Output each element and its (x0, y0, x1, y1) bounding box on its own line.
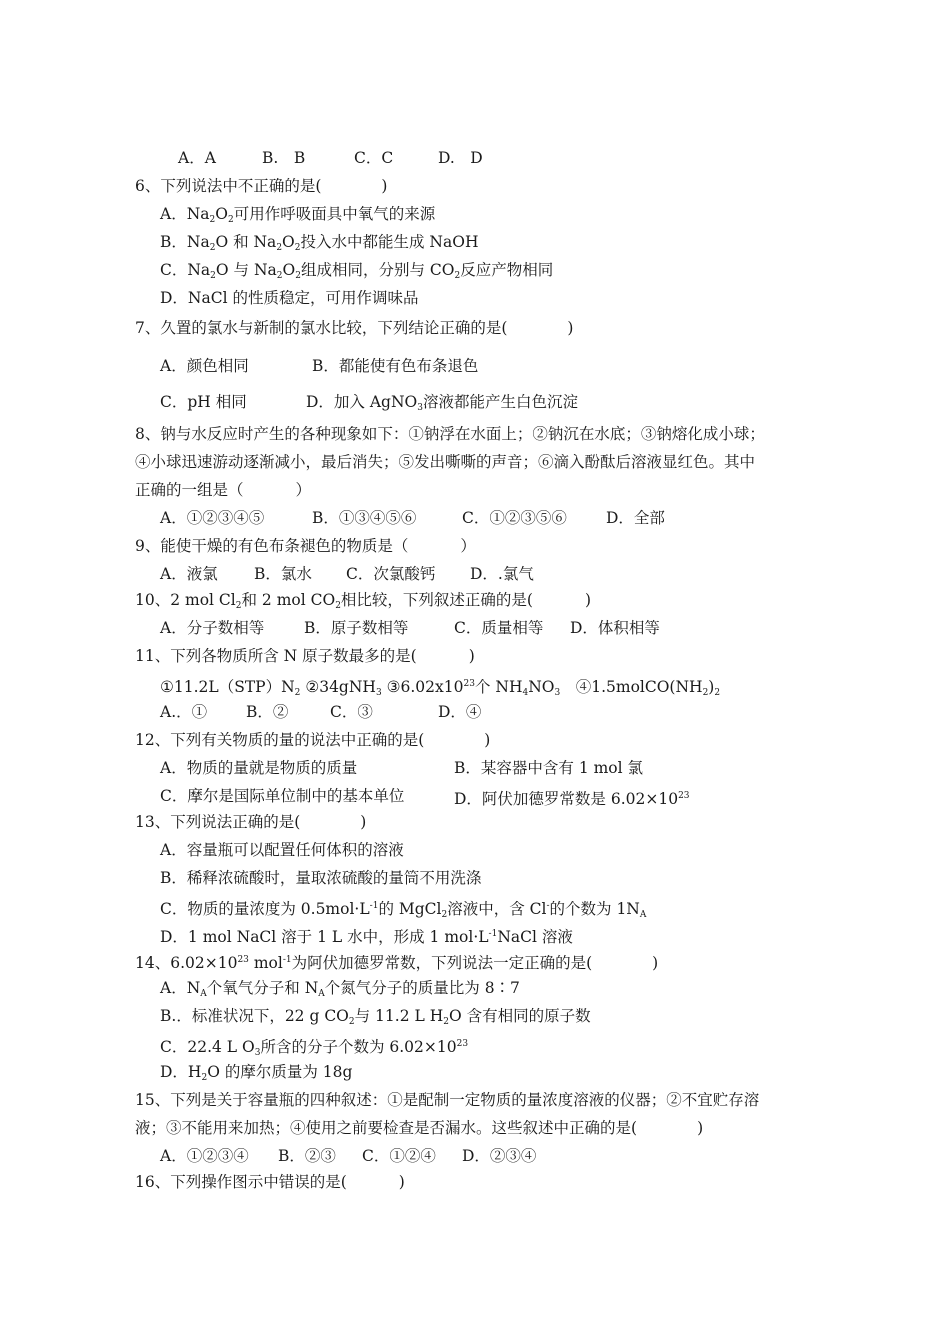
q13-option-c: C．物质的量浓度为 $0.5mol\cdot L^{-1}$的 MgCl$_2$溶液中，含 Cl-的个数为 $1N_A$ (160, 900, 647, 920)
q8-option-d: D．全部 (606, 509, 665, 527)
q6-stem: 6、下列说法中不正确的是( ) (135, 177, 388, 195)
q15-option-c: C．①②④ (362, 1147, 436, 1165)
q14-option-d: D．$H_2O$ 的摩尔质量为 18g (160, 1063, 353, 1083)
q5-option-b: B. B (262, 149, 306, 167)
q7-option-c: C．pH 相同 (160, 393, 247, 411)
q9-stem: 9、能使干燥的有色布条褪色的物质是（ ） (135, 537, 476, 555)
q11-stem: 11、下列各物质所含 N 原子数最多的是( ) (135, 647, 475, 665)
q7-option-d: D．加入 AgNO$_3$溶液都能产生白色沉淀 (306, 393, 578, 413)
q9-option-b: B．氯水 (254, 565, 312, 583)
q14-stem: 14、$6.02\times 10^{23}$ mol$^{-1}$为阿伏加德罗常数，下列说法一定正确的是( ) (135, 954, 659, 972)
q13-option-d: D．1 mol NaCl 溶于 1 L 水中，形成 1 $mol\cdot L^{-1}NaCl$ 溶液 (160, 928, 573, 946)
q11-option-c: C．③ (330, 703, 373, 721)
q9-option-c: C．次氯酸钙 (346, 565, 436, 583)
q11-option-b: B．② (246, 703, 289, 721)
q15-option-a: A．①②③④ (160, 1147, 249, 1165)
q7-option-a: A．颜色相同 (160, 357, 249, 375)
q14-option-a: A．$N_A$个氧气分子和 $N_A$个氮气分子的质量比为 8∶7 (160, 979, 520, 999)
q14-option-b: B.．标准状况下，22 g $CO_2$与 11.2 L $H_2O$ 含有相同的原子数 (160, 1007, 591, 1027)
q10-option-c: C．质量相等 (454, 619, 544, 637)
q12-option-c: C．摩尔是国际单位制中的基本单位 (160, 787, 405, 805)
q12-option-a: A．物质的量就是物质的质量 (160, 759, 358, 777)
q15-stem-line2: 液；③不能用来加热；④使用之前要检查是否漏水。这些叙述中正确的是( ) (135, 1119, 704, 1137)
q12-option-b: B．某容器中含有 1 mol 氯 (454, 759, 644, 777)
q15-stem-line1: 15、下列是关于容量瓶的四种叙述：①是配制一定物质的量浓度溶液的仪器；②不宜贮存溶 (135, 1091, 760, 1109)
q5-option-c: C．C (354, 149, 394, 167)
q13-option-b: B．稀释浓硫酸时，量取浓硫酸的量筒不用洗涤 (160, 869, 482, 887)
q11-substances: $①11.2L(STP)N_2$ ②34gNH$_3$ $③6.02x10^{23}$个 $NH_4NO_3$ $④1.5molCO(NH_2)_2$ (160, 678, 721, 698)
q6-option-b: B．$Na_2O$ 和 $Na_2O_2$投入水中都能生成 NaOH (160, 233, 479, 253)
q6-option-c: C．$Na_2O$ 与 $Na_2O_2$组成相同，分别与 $CO_2$反应产物相同 (160, 261, 554, 281)
q9-option-a: A．液氯 (160, 565, 218, 583)
q8-option-b: B．①③④⑤⑥ (312, 509, 417, 527)
q10-stem: 10、2 mol $Cl_2$和 2 mol $CO_2$相比较，下列叙述正确的是( ) (135, 591, 592, 611)
q8-option-c: C．①②③⑤⑥ (462, 509, 567, 527)
q16-stem: 16、下列操作图示中错误的是( ) (135, 1173, 405, 1191)
q7-stem: 7、久置的氯水与新制的氯水比较，下列结论正确的是( ) (135, 319, 574, 337)
q14-option-c: C．22.4 L $O_3$所含的分子个数为 $6.02\times 10^{23}$ (160, 1038, 469, 1058)
q7-option-b: B．都能使有色布条退色 (312, 357, 479, 375)
q8-stem-line2: ④小球迅速游动逐渐减小，最后消失；⑤发出嘶嘶的声音；⑥滴入酚酞后溶液显红色。其中 (135, 453, 756, 471)
q9-option-d: D．.氯气 (470, 565, 534, 583)
q11-option-d: D．④ (438, 703, 482, 721)
q15-option-d: D．②③④ (462, 1147, 537, 1165)
q13-stem: 13、下列说法正确的是( ) (135, 813, 367, 831)
q12-stem: 12、下列有关物质的量的说法中正确的是( ) (135, 731, 491, 749)
q12-option-d: D．阿伏加德罗常数是 $6.02\times 10^{23}$ (454, 790, 690, 808)
q8-stem-line3: 正确的一组是（ ） (135, 481, 312, 499)
q8-stem-line1: 8、钠与水反应时产生的各种现象如下：①钠浮在水面上；②钠沉在水底；③钠熔化成小球； (135, 425, 765, 443)
q6-option-d: D．NaCl 的性质稳定，可用作调味品 (160, 289, 419, 307)
q10-option-a: A．分子数相等 (160, 619, 265, 637)
q10-option-b: B．原子数相等 (304, 619, 409, 637)
q8-option-a: A．①②③④⑤ (160, 509, 265, 527)
q13-option-a: A．容量瓶可以配置任何体积的溶液 (160, 841, 404, 859)
q5-option-a: A．A (178, 149, 216, 167)
q5-option-d: D. D (438, 149, 483, 167)
q15-option-b: B．②③ (278, 1147, 336, 1165)
q6-option-a: A．$Na_2O_2$可用作呼吸面具中氧气的来源 (160, 205, 436, 225)
q11-option-a: A.．① (160, 703, 208, 721)
q10-option-d: D．体积相等 (570, 619, 660, 637)
